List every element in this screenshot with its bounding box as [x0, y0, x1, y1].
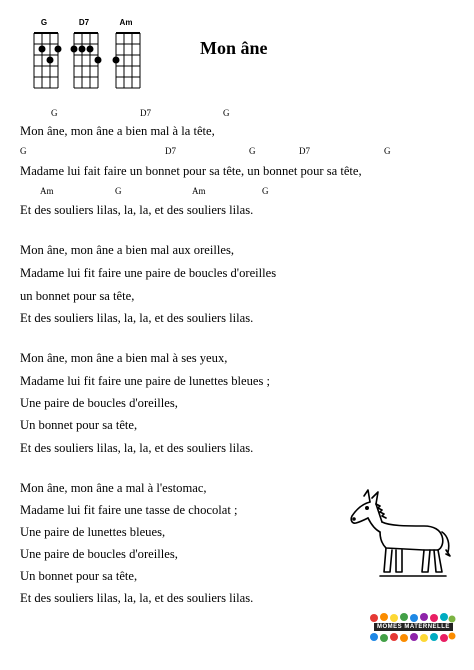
lyric-line: Et des souliers lilas, la, la, et des souliers lilas. [20, 203, 254, 217]
logo-text: MOMES MATERNELLE [374, 623, 453, 631]
lyric-line: Madame lui fit faire une tasse de chocolat ; [20, 503, 238, 517]
lyric-line: Un bonnet pour sa tête, [20, 569, 138, 583]
chord-label: G [249, 146, 256, 156]
lyric-line: Et des souliers lilas, la, la, et des souliers lilas. [20, 441, 254, 455]
donkey-illustration [346, 488, 456, 583]
lyric-line: un bonnet pour sa tête, [20, 289, 135, 303]
lyric-line: Madame lui fit faire une paire de boucles d'oreilles [20, 266, 277, 280]
lyric-line: Mon âne, mon âne a bien mal aux oreilles, [20, 243, 235, 257]
chord-label: D7 [165, 146, 176, 156]
chord-label: G [20, 146, 27, 156]
chord-label: G [223, 108, 230, 118]
chord-label: Am [40, 186, 54, 196]
lyric-line: Une paire de boucles d'oreilles, [20, 547, 178, 561]
chord-grid-am [106, 30, 146, 98]
site-logo [368, 612, 458, 642]
lyric-line: Madame lui fait faire un bonnet pour sa tête, un bonnet pour sa tête, [20, 164, 362, 178]
chord-diagram-name: D7 [78, 18, 90, 27]
lyric-line: Une paire de lunettes bleues, [20, 525, 166, 539]
lyric-line: Et des souliers lilas, la, la, et des souliers lilas. [20, 591, 254, 605]
chord-label: G [51, 108, 58, 118]
chord-label: G [262, 186, 269, 196]
lyric-line: Mon âne, mon âne a bien mal à ses yeux, [20, 351, 228, 365]
song-title: Mon âne [200, 38, 268, 58]
lyric-line: Un bonnet pour sa tête, [20, 418, 138, 432]
chord-label: G [115, 186, 122, 196]
chord-diagram-name: G [40, 18, 48, 27]
chord-label: G [384, 146, 391, 156]
chord-grid-d7 [64, 30, 104, 98]
chord-label: D7 [140, 108, 151, 118]
lyric-line: Et des souliers lilas, la, la, et des souliers lilas. [20, 311, 254, 325]
chord-grid-g [24, 30, 64, 98]
chord-label: Am [192, 186, 206, 196]
lyric-line: Madame lui fit faire une paire de lunettes bleues ; [20, 374, 271, 388]
chord-diagram-name: Am [119, 18, 133, 27]
lyric-line: Une paire de boucles d'oreilles, [20, 396, 178, 410]
lyric-line: Mon âne, mon âne a bien mal à la tête, [20, 124, 215, 138]
chord-label: D7 [299, 146, 310, 156]
lyric-line: Mon âne, mon âne a mal à l'estomac, [20, 481, 207, 495]
